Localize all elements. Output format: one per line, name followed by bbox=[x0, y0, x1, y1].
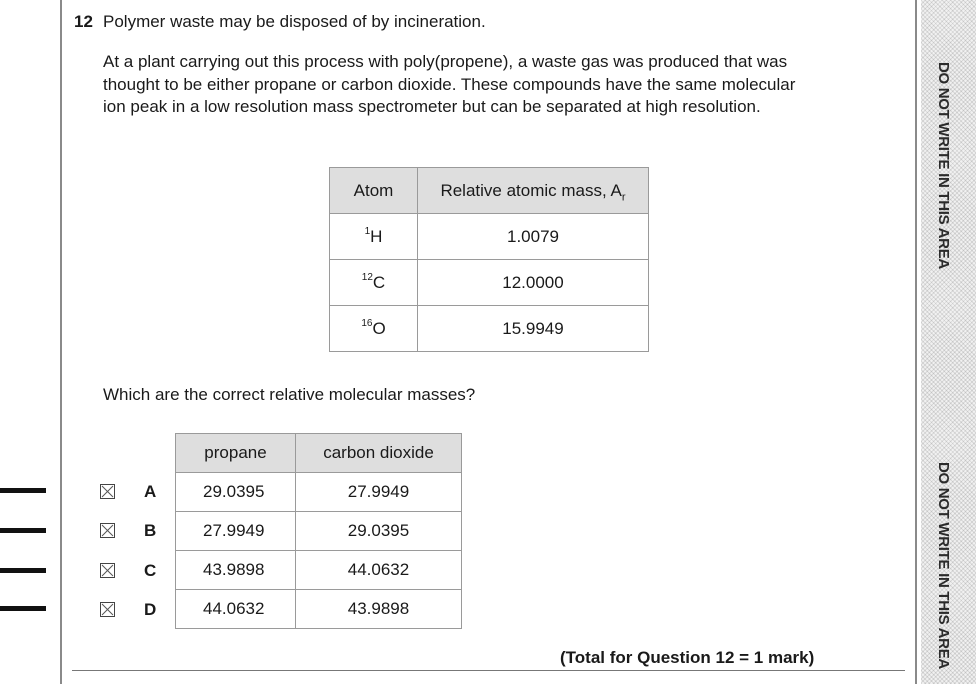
atomic-mass-table bbox=[329, 167, 649, 352]
option-letter-a: A bbox=[144, 482, 157, 501]
mass-number: 1 bbox=[364, 225, 371, 237]
table-row bbox=[176, 473, 462, 512]
question-end-rule bbox=[72, 670, 905, 671]
propane-mass: 43.9898 bbox=[203, 560, 265, 579]
element-symbol: O bbox=[372, 318, 386, 338]
right-margin-rule bbox=[915, 0, 917, 684]
total-marks: (Total for Question 12 = 1 mark) bbox=[560, 648, 815, 667]
propane-mass: 44.0632 bbox=[203, 599, 265, 618]
carbon-dioxide-mass: 29.0395 bbox=[296, 512, 462, 551]
crossed-box-icon bbox=[101, 603, 114, 616]
question-context-paragraph: At a plant carrying out this process with poly(propene), a waste gas was produced that was thought to be either propane or carbon dioxide. These compounds have the same molecular ion peak in a low resolution mass spectrometer but can be separated at high resolution. bbox=[103, 52, 796, 117]
table-row bbox=[176, 512, 462, 551]
carbon-dioxide-mass: 27.9949 bbox=[296, 473, 462, 512]
question-stem: Polymer waste may be disposed of by incineration. bbox=[103, 12, 486, 31]
carbon-dioxide-mass: 43.9898 bbox=[296, 590, 462, 629]
margin-tick-mark bbox=[0, 528, 46, 533]
margin-tick-mark bbox=[0, 606, 46, 611]
atom-cell bbox=[330, 214, 418, 260]
answer-checkbox-d[interactable] bbox=[100, 602, 115, 617]
do-not-write-warning-top-text: DO NOT WRITE IN THIS AREA bbox=[935, 62, 952, 269]
question-number: 12 bbox=[74, 12, 93, 31]
propane-mass-cell bbox=[176, 551, 296, 590]
table-row bbox=[330, 306, 649, 352]
answer-table-header bbox=[176, 434, 462, 473]
option-letter-d: D bbox=[144, 600, 157, 619]
header-relative-atomic-mass-label: Relative atomic mass, A bbox=[440, 180, 622, 200]
header-propane: propane bbox=[176, 434, 296, 473]
answer-options-table bbox=[175, 433, 462, 629]
option-letter-b: B bbox=[144, 521, 157, 540]
mass-number: 12 bbox=[361, 271, 373, 283]
atomic-mass-value: 15.9949 bbox=[418, 306, 649, 352]
crossed-box-icon bbox=[101, 524, 114, 537]
propane-mass: 29.0395 bbox=[203, 482, 265, 501]
table-row bbox=[330, 214, 649, 260]
atom-cell bbox=[330, 306, 418, 352]
atomic-mass-table-header bbox=[330, 168, 649, 214]
propane-mass: 27.9949 bbox=[203, 521, 265, 540]
atomic-mass-value: 1.0079 bbox=[418, 214, 649, 260]
answer-checkbox-b[interactable] bbox=[100, 523, 115, 538]
answer-checkbox-a[interactable] bbox=[100, 484, 115, 499]
header-relative-atomic-mass bbox=[418, 168, 649, 214]
margin-tick-mark bbox=[0, 488, 46, 493]
table-row bbox=[176, 551, 462, 590]
element-symbol: H bbox=[370, 226, 383, 246]
crossed-box-icon bbox=[101, 485, 114, 498]
margin-tick-mark bbox=[0, 568, 46, 573]
header-carbon-dioxide: carbon dioxide bbox=[296, 434, 462, 473]
propane-mass-cell bbox=[176, 590, 296, 629]
atomic-mass-value: 12.0000 bbox=[418, 260, 649, 306]
crossed-box-icon bbox=[101, 564, 114, 577]
element-symbol: C bbox=[372, 272, 386, 292]
option-letter-c: C bbox=[144, 561, 157, 580]
atom-cell bbox=[330, 260, 418, 306]
left-margin-rule bbox=[60, 0, 62, 684]
carbon-dioxide-mass: 44.0632 bbox=[296, 551, 462, 590]
do-not-write-warning-bottom-text: DO NOT WRITE IN THIS AREA bbox=[935, 462, 952, 669]
table-row bbox=[176, 590, 462, 629]
mass-number: 16 bbox=[361, 317, 373, 329]
question-prompt: Which are the correct relative molecular masses? bbox=[103, 385, 476, 404]
propane-mass-cell bbox=[176, 512, 296, 551]
propane-mass-cell bbox=[176, 473, 296, 512]
table-row bbox=[330, 260, 649, 306]
header-atom: Atom bbox=[330, 168, 418, 214]
header-relative-atomic-mass-subscript: r bbox=[621, 190, 626, 203]
answer-checkbox-c[interactable] bbox=[100, 563, 115, 578]
